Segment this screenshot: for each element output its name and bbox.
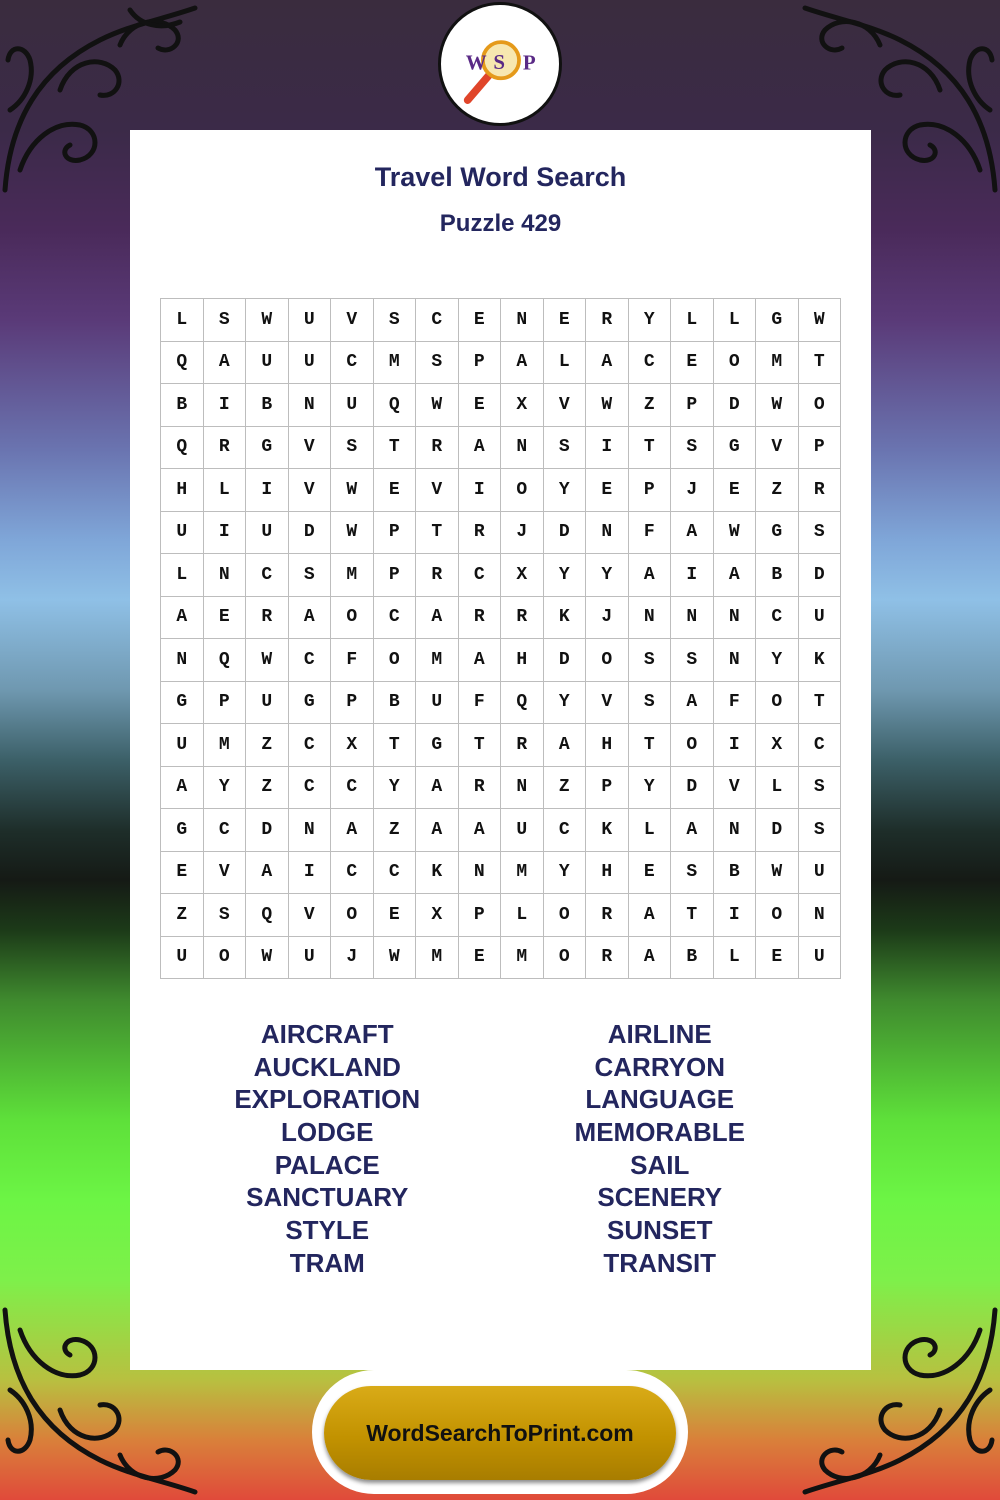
grid-cell[interactable]: P (459, 894, 502, 937)
grid-cell[interactable]: C (289, 767, 332, 810)
word-list-item: TRAM (289, 1247, 365, 1278)
word-list-item: SAIL (630, 1149, 690, 1180)
grid-cell[interactable]: E (459, 937, 502, 980)
word-list-item: SANCTUARY (246, 1182, 409, 1213)
grid-cell[interactable]: U (501, 809, 544, 852)
grid-cell[interactable]: C (799, 724, 842, 767)
grid-cell[interactable]: S (799, 512, 842, 555)
grid-cell[interactable]: N (501, 767, 544, 810)
grid-cell[interactable]: N (799, 894, 842, 937)
grid-cell[interactable]: I (246, 469, 289, 512)
grid-cell[interactable]: E (374, 894, 417, 937)
grid-cell[interactable]: A (629, 554, 672, 597)
grid-cell[interactable]: Y (544, 852, 587, 895)
grid-cell[interactable]: A (416, 597, 459, 640)
grid-cell[interactable]: P (204, 682, 247, 725)
grid-cell[interactable]: X (501, 554, 544, 597)
grid-cell[interactable]: L (629, 809, 672, 852)
grid-cell[interactable]: N (204, 554, 247, 597)
grid-cell[interactable]: Q (161, 342, 204, 385)
grid-cell[interactable]: N (501, 427, 544, 470)
grid-cell[interactable]: B (161, 384, 204, 427)
grid-cell[interactable]: W (756, 852, 799, 895)
grid-cell[interactable]: S (374, 299, 417, 342)
grid-cell[interactable]: E (459, 384, 502, 427)
grid-cell[interactable]: D (289, 512, 332, 555)
grid-cell[interactable]: X (756, 724, 799, 767)
grid-cell[interactable]: V (586, 682, 629, 725)
grid-cell[interactable]: B (671, 937, 714, 980)
grid-cell[interactable]: N (501, 299, 544, 342)
grid-cell[interactable]: U (246, 342, 289, 385)
grid-cell[interactable]: I (586, 427, 629, 470)
grid-cell[interactable]: G (161, 682, 204, 725)
grid-cell[interactable]: J (501, 512, 544, 555)
grid-cell[interactable]: C (374, 597, 417, 640)
grid-cell[interactable]: Y (544, 554, 587, 597)
grid-cell[interactable]: T (799, 342, 842, 385)
grid-cell[interactable]: A (246, 852, 289, 895)
grid-cell[interactable]: N (459, 852, 502, 895)
grid-cell[interactable]: E (544, 299, 587, 342)
grid-cell[interactable]: F (629, 512, 672, 555)
grid-cell[interactable]: X (416, 894, 459, 937)
grid-cell[interactable]: Z (374, 809, 417, 852)
word-list-item: CARRYON (594, 1051, 725, 1082)
grid-cell[interactable]: A (629, 937, 672, 980)
grid-cell[interactable]: X (331, 724, 374, 767)
grid-cell[interactable]: R (416, 554, 459, 597)
grid-cell[interactable]: L (756, 767, 799, 810)
grid-cell[interactable]: X (501, 384, 544, 427)
grid-cell[interactable]: Z (544, 767, 587, 810)
grid-cell[interactable]: O (671, 724, 714, 767)
grid-cell[interactable]: S (629, 639, 672, 682)
grid-cell[interactable]: U (161, 512, 204, 555)
grid-cell[interactable]: D (544, 512, 587, 555)
grid-cell[interactable]: A (671, 682, 714, 725)
grid-cell[interactable]: I (289, 852, 332, 895)
grid-cell[interactable]: M (374, 342, 417, 385)
grid-cell[interactable]: O (544, 937, 587, 980)
grid-cell[interactable]: M (756, 342, 799, 385)
grid-cell[interactable]: L (204, 469, 247, 512)
grid-cell[interactable]: V (416, 469, 459, 512)
grid-cell[interactable]: N (671, 597, 714, 640)
grid-cell[interactable]: S (204, 299, 247, 342)
grid-cell[interactable]: A (331, 809, 374, 852)
site-link-button[interactable] (324, 1386, 676, 1480)
grid-cell[interactable]: W (714, 512, 757, 555)
grid-cell[interactable]: U (799, 597, 842, 640)
grid-cell[interactable]: R (459, 767, 502, 810)
grid-cell[interactable]: O (799, 384, 842, 427)
grid-cell[interactable]: M (501, 937, 544, 980)
grid-cell[interactable]: R (459, 512, 502, 555)
word-list-item: PALACE (274, 1149, 380, 1180)
grid-cell[interactable]: Q (246, 894, 289, 937)
grid-cell[interactable]: A (714, 554, 757, 597)
grid-cell[interactable]: S (289, 554, 332, 597)
grid-cell[interactable]: R (586, 937, 629, 980)
word-list-item: MEMORABLE (574, 1117, 745, 1148)
grid-cell[interactable]: C (289, 639, 332, 682)
grid-cell[interactable]: N (289, 384, 332, 427)
grid-cell[interactable]: O (714, 342, 757, 385)
word-list-item: LANGUAGE (585, 1084, 735, 1115)
grid-cell[interactable]: G (756, 512, 799, 555)
grid-cell[interactable]: F (459, 682, 502, 725)
grid-cell[interactable]: S (671, 852, 714, 895)
grid-cell[interactable]: A (671, 809, 714, 852)
grid-cell[interactable]: C (331, 767, 374, 810)
grid-cell[interactable]: V (544, 384, 587, 427)
grid-cell[interactable]: O (204, 937, 247, 980)
grid-cell[interactable]: I (714, 894, 757, 937)
grid-cell[interactable]: A (416, 809, 459, 852)
grid-cell[interactable]: L (544, 342, 587, 385)
grid-cell[interactable]: T (629, 427, 672, 470)
grid-cell[interactable]: Y (756, 639, 799, 682)
grid-cell[interactable]: R (246, 597, 289, 640)
grid-cell[interactable]: A (544, 724, 587, 767)
grid-cell[interactable]: Y (544, 682, 587, 725)
grid-cell[interactable]: W (246, 639, 289, 682)
grid-cell[interactable]: G (161, 809, 204, 852)
grid-cell[interactable]: N (629, 597, 672, 640)
grid-cell[interactable]: M (331, 554, 374, 597)
grid-cell[interactable]: P (459, 342, 502, 385)
grid-cell[interactable]: L (161, 299, 204, 342)
grid-cell[interactable]: C (416, 299, 459, 342)
grid-cell[interactable]: W (246, 937, 289, 980)
grid-cell[interactable]: B (714, 852, 757, 895)
grid-cell[interactable]: E (629, 852, 672, 895)
grid-cell[interactable]: U (161, 937, 204, 980)
grid-cell[interactable]: P (374, 512, 417, 555)
grid-cell[interactable]: V (756, 427, 799, 470)
grid-cell[interactable]: T (671, 894, 714, 937)
grid-cell[interactable]: A (416, 767, 459, 810)
grid-cell[interactable]: C (544, 809, 587, 852)
grid-cell[interactable]: N (714, 639, 757, 682)
grid-cell[interactable]: C (756, 597, 799, 640)
word-list-item: TRANSIT (603, 1247, 717, 1278)
word-list (130, 1018, 871, 1280)
grid-cell[interactable]: V (289, 894, 332, 937)
grid-cell[interactable]: Q (204, 639, 247, 682)
word-list-item: EXPLORATION (234, 1084, 421, 1115)
grid-cell[interactable]: T (416, 512, 459, 555)
grid-cell[interactable]: C (331, 342, 374, 385)
grid-cell[interactable]: V (714, 767, 757, 810)
grid-cell[interactable]: C (374, 852, 417, 895)
grid-cell[interactable]: K (416, 852, 459, 895)
grid-cell[interactable]: Y (629, 299, 672, 342)
grid-cell[interactable]: L (671, 299, 714, 342)
grid-cell[interactable]: N (289, 809, 332, 852)
grid-cell[interactable]: F (331, 639, 374, 682)
grid-cell[interactable]: W (331, 512, 374, 555)
grid-cell[interactable]: Q (501, 682, 544, 725)
word-list-item: AIRLINE (607, 1019, 712, 1049)
grid-cell[interactable]: U (799, 937, 842, 980)
grid-cell[interactable]: O (586, 639, 629, 682)
grid-cell[interactable]: N (586, 512, 629, 555)
grid-cell[interactable]: R (204, 427, 247, 470)
footer-badge (312, 1370, 688, 1494)
grid-cell[interactable]: I (204, 512, 247, 555)
grid-cell[interactable]: N (161, 639, 204, 682)
grid-cell[interactable]: G (714, 427, 757, 470)
grid-cell[interactable]: I (459, 469, 502, 512)
grid-cell[interactable]: U (289, 342, 332, 385)
grid-cell[interactable]: U (246, 512, 289, 555)
grid-cell[interactable]: L (501, 894, 544, 937)
grid-cell[interactable]: G (289, 682, 332, 725)
grid-cell[interactable]: J (331, 937, 374, 980)
grid-cell[interactable]: R (416, 427, 459, 470)
grid-cell[interactable]: C (459, 554, 502, 597)
grid-cell[interactable]: U (289, 299, 332, 342)
grid-cell[interactable]: M (501, 852, 544, 895)
grid-cell[interactable]: T (629, 724, 672, 767)
grid-cell[interactable]: Z (629, 384, 672, 427)
word-list-item: SCENERY (597, 1182, 723, 1213)
grid-cell[interactable]: F (714, 682, 757, 725)
grid-cell[interactable]: G (246, 427, 289, 470)
word-list-item: AIRCRAFT (260, 1019, 394, 1049)
word-list-item: STYLE (285, 1215, 370, 1246)
puzzle-title: Travel Word Search (374, 162, 627, 192)
grid-cell[interactable]: S (799, 767, 842, 810)
site-link-label: WordSearchToPrint.com (366, 1419, 634, 1446)
grid-cell[interactable]: A (459, 639, 502, 682)
grid-cell[interactable]: L (161, 554, 204, 597)
grid-cell[interactable]: I (671, 554, 714, 597)
grid-cell[interactable]: W (799, 299, 842, 342)
grid-cell[interactable]: A (161, 597, 204, 640)
grid-cell[interactable]: D (756, 809, 799, 852)
grid-cell[interactable]: C (289, 724, 332, 767)
grid-cell[interactable]: A (289, 597, 332, 640)
grid-cell[interactable]: Y (204, 767, 247, 810)
grid-cell[interactable]: O (331, 894, 374, 937)
grid-cell[interactable]: W (416, 384, 459, 427)
grid-cell[interactable]: S (204, 894, 247, 937)
grid-cell[interactable]: L (714, 937, 757, 980)
grid-cell[interactable]: Y (629, 767, 672, 810)
grid-cell[interactable]: Y (544, 469, 587, 512)
grid-cell[interactable]: H (586, 852, 629, 895)
grid-cell[interactable]: O (756, 894, 799, 937)
grid-cell[interactable]: C (331, 852, 374, 895)
grid-cell[interactable]: D (799, 554, 842, 597)
grid-cell[interactable]: Z (246, 724, 289, 767)
grid-cell[interactable]: D (714, 384, 757, 427)
wsp-logo[interactable] (438, 2, 562, 126)
grid-cell[interactable]: Q (374, 384, 417, 427)
grid-cell[interactable]: D (671, 767, 714, 810)
puzzle-card (130, 130, 871, 1370)
grid-cell[interactable]: E (586, 469, 629, 512)
grid-cell[interactable]: S (629, 682, 672, 725)
grid-cell[interactable]: Y (374, 767, 417, 810)
grid-cell[interactable]: E (374, 469, 417, 512)
grid-cell[interactable]: R (501, 597, 544, 640)
grid-cell[interactable]: E (756, 937, 799, 980)
grid-cell[interactable]: J (586, 597, 629, 640)
grid-cell[interactable]: W (246, 299, 289, 342)
grid-cell[interactable]: R (586, 299, 629, 342)
grid-cell[interactable]: D (246, 809, 289, 852)
grid-cell[interactable]: I (714, 724, 757, 767)
grid-cell[interactable]: T (799, 682, 842, 725)
grid-cell[interactable]: O (544, 894, 587, 937)
grid-cell[interactable]: A (629, 894, 672, 937)
grid-cell[interactable]: G (416, 724, 459, 767)
grid-cell[interactable]: W (331, 469, 374, 512)
grid-cell[interactable]: S (331, 427, 374, 470)
logo-letter-s: S (493, 49, 505, 74)
grid-cell[interactable]: N (714, 597, 757, 640)
grid-cell[interactable]: C (204, 809, 247, 852)
grid-cell[interactable]: C (629, 342, 672, 385)
grid-cell[interactable]: R (501, 724, 544, 767)
grid-cell[interactable]: V (289, 427, 332, 470)
grid-cell[interactable]: A (459, 427, 502, 470)
grid-cell[interactable]: B (756, 554, 799, 597)
grid-cell[interactable]: Y (586, 554, 629, 597)
grid-cell[interactable]: P (374, 554, 417, 597)
grid-cell[interactable]: B (374, 682, 417, 725)
grid-cell[interactable]: P (799, 427, 842, 470)
grid-cell[interactable]: O (756, 682, 799, 725)
grid-cell[interactable]: M (204, 724, 247, 767)
grid-cell[interactable]: L (714, 299, 757, 342)
grid-cell[interactable]: R (586, 894, 629, 937)
grid-cell[interactable]: U (416, 682, 459, 725)
grid-cell[interactable]: S (671, 427, 714, 470)
grid-cell[interactable]: V (289, 469, 332, 512)
grid-cell[interactable]: A (671, 512, 714, 555)
grid-cell[interactable]: S (544, 427, 587, 470)
grid-cell[interactable]: S (416, 342, 459, 385)
grid-cell[interactable]: T (459, 724, 502, 767)
grid-cell[interactable]: R (799, 469, 842, 512)
grid-cell[interactable]: E (714, 469, 757, 512)
grid-cell[interactable]: R (459, 597, 502, 640)
letter-grid[interactable] (160, 298, 841, 979)
grid-cell[interactable]: U (331, 384, 374, 427)
grid-cell[interactable]: E (459, 299, 502, 342)
grid-cell[interactable]: H (161, 469, 204, 512)
grid-cell[interactable]: Z (756, 469, 799, 512)
logo-letter-w: W (465, 50, 487, 75)
word-list-item: LODGE (281, 1117, 374, 1148)
grid-cell[interactable]: E (671, 342, 714, 385)
grid-cell[interactable]: P (331, 682, 374, 725)
grid-cell[interactable]: I (204, 384, 247, 427)
grid-cell[interactable]: H (586, 724, 629, 767)
grid-cell[interactable]: U (799, 852, 842, 895)
grid-cell[interactable]: A (501, 342, 544, 385)
grid-cell[interactable]: U (161, 724, 204, 767)
grid-cell[interactable]: P (629, 469, 672, 512)
grid-cell[interactable]: G (756, 299, 799, 342)
grid-cell[interactable]: C (246, 554, 289, 597)
grid-cell[interactable]: K (544, 597, 587, 640)
logo-letter-p: P (522, 50, 536, 75)
grid-cell[interactable]: A (586, 342, 629, 385)
grid-cell[interactable]: T (374, 427, 417, 470)
grid-cell[interactable]: H (501, 639, 544, 682)
grid-cell[interactable]: K (799, 639, 842, 682)
grid-cell[interactable]: W (586, 384, 629, 427)
grid-cell[interactable]: J (671, 469, 714, 512)
grid-cell[interactable]: N (714, 809, 757, 852)
grid-cell[interactable]: U (246, 682, 289, 725)
grid-cell[interactable]: Q (161, 427, 204, 470)
word-list-item: AUCKLAND (253, 1051, 401, 1082)
grid-cell[interactable]: K (586, 809, 629, 852)
grid-cell[interactable]: P (586, 767, 629, 810)
grid-cell[interactable]: O (374, 639, 417, 682)
word-list-item: SUNSET (607, 1215, 713, 1246)
puzzle-number: Puzzle 429 (439, 210, 562, 237)
grid-cell[interactable]: O (331, 597, 374, 640)
grid-cell[interactable]: Z (161, 894, 204, 937)
grid-cell[interactable]: S (799, 809, 842, 852)
grid-cell[interactable]: W (756, 384, 799, 427)
grid-cell[interactable]: O (501, 469, 544, 512)
grid-cell[interactable]: D (544, 639, 587, 682)
grid-cell[interactable]: S (671, 639, 714, 682)
grid-cell[interactable]: P (671, 384, 714, 427)
grid-cell[interactable]: M (416, 937, 459, 980)
grid-cell[interactable]: W (374, 937, 417, 980)
grid-cell[interactable]: A (459, 809, 502, 852)
grid-cell[interactable]: T (374, 724, 417, 767)
grid-cell[interactable]: A (204, 342, 247, 385)
grid-cell[interactable]: Z (246, 767, 289, 810)
grid-cell[interactable]: B (246, 384, 289, 427)
grid-cell[interactable]: V (331, 299, 374, 342)
grid-cell[interactable]: U (289, 937, 332, 980)
grid-cell[interactable]: E (161, 852, 204, 895)
grid-cell[interactable]: M (416, 639, 459, 682)
grid-cell[interactable]: V (204, 852, 247, 895)
grid-cell[interactable]: A (161, 767, 204, 810)
grid-cell[interactable]: E (204, 597, 247, 640)
